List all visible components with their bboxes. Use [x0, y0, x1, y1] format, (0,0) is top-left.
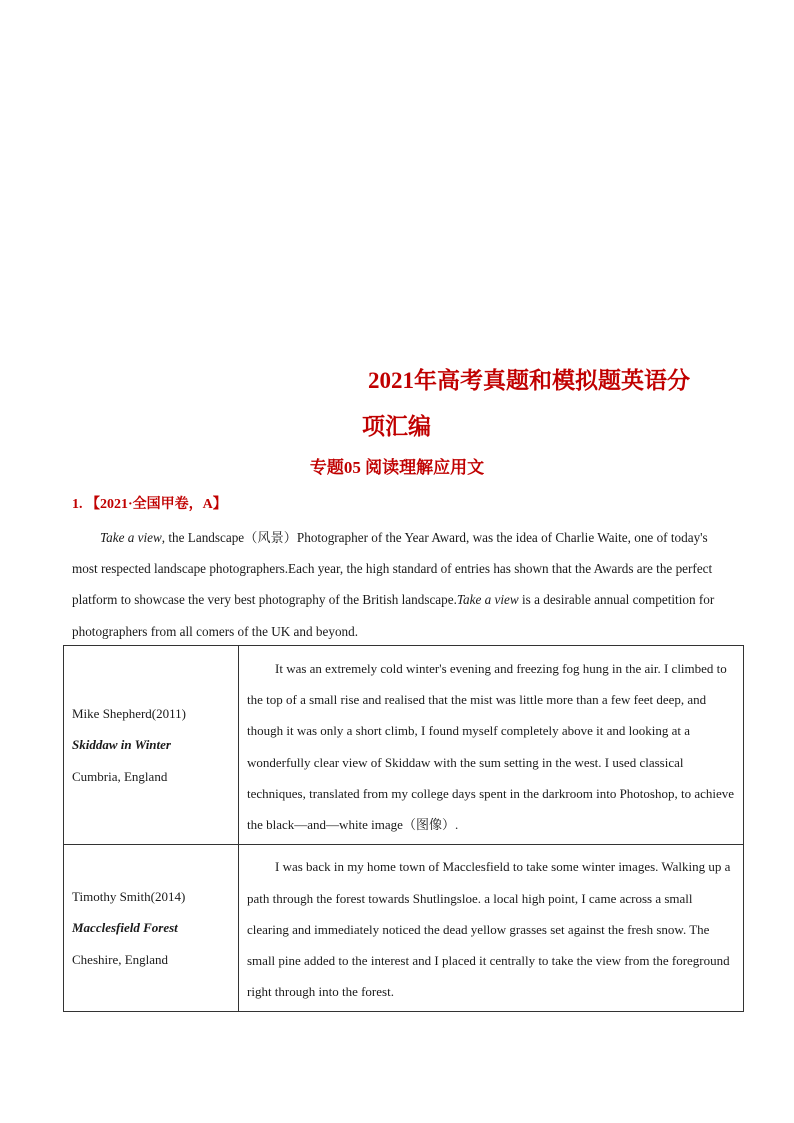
table-row: [64, 646, 744, 845]
entry-description: I was back in my home town of Macclesfield to take some winter images. Walking up a path through the forest towards Shutlingsloe. a local high point, I came across a small clearing and immediately noticed the dead yellow grasses set against the fresh snow. The small pine added to the interest and I placed it centrally to take the view from the foreground right through into the forest.: [247, 859, 731, 1000]
entry-info-cell: [64, 845, 239, 1012]
photo-location: Cumbria, England: [72, 768, 168, 784]
question-number: 1.: [72, 497, 83, 512]
intro-text-1: , the Landscape（风景）Photographer of the Year Award, was the idea of Charlie Waite, one of today's most respected landscape photographers.Each year, the high standard of entries has shown that the Awards are the perfect platform to showcase the very best photography of the British landscape.: [72, 530, 713, 608]
intro-paragraph: [72, 522, 722, 647]
question-label: [72, 494, 227, 516]
entry-info-cell: [64, 646, 239, 845]
photographer-name: Timothy Smith(2014): [72, 889, 186, 905]
document-subtitle: 专题05 阅读理解应用文: [309, 458, 485, 477]
question-source: 【2021·全国甲卷，A】: [86, 497, 227, 512]
document-title-line-2: 项汇编: [362, 414, 431, 439]
photo-title: Skiddaw in Winter: [72, 737, 171, 753]
intro-text-2: is a desirable annual competition for photographers from all comers of the UK and beyond.: [72, 592, 715, 639]
document-title-line-1: 2021年高考真题和模拟题英语分: [368, 368, 690, 393]
intro-italic-title-1: Take a view: [100, 530, 162, 545]
photographer-name: Mike Shepherd(2011): [72, 706, 186, 722]
table-row: [64, 845, 744, 1012]
entry-description: It was an extremely cold winter's evening and freezing fog hung in the air. I climbed to the top of a small rise and realised that the mist was little more than a few feet deep, and though it was only a short climb, I found myself completely above it and looking at a wonderfully clear view of Skiddaw with the sum setting in the west. I used classical techniques, translated from my college days spent in the darkroom into Photoshop, to achieve the black—and—white image（图像）.: [247, 660, 735, 833]
entry-description-cell: [239, 646, 744, 845]
intro-italic-title-2: Take a view: [456, 592, 519, 608]
photo-title: Macclesfield Forest: [72, 920, 178, 936]
entries-table: [63, 645, 744, 1012]
photo-location: Cheshire, England: [72, 951, 169, 967]
entry-description-cell: [239, 845, 744, 1012]
